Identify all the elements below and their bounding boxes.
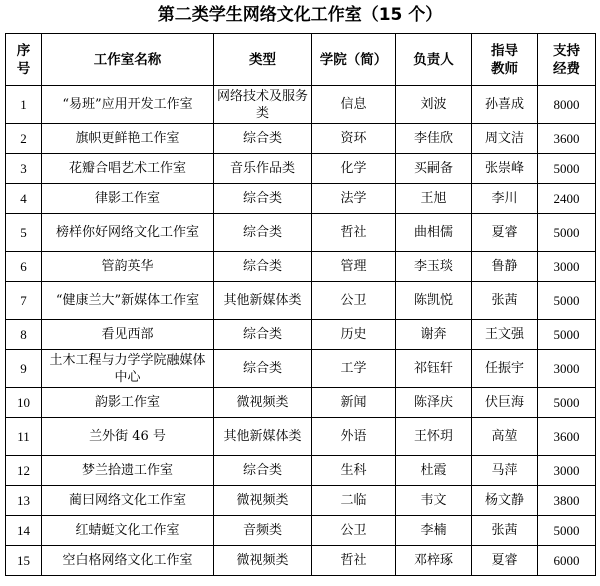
page-title: 第二类学生网络文化工作室（15 个） (157, 5, 443, 25)
table-row (6, 350, 596, 388)
cell-fund: 6000 (538, 546, 596, 576)
cell-advisor: 伏巨海 (472, 388, 538, 418)
cell-fund: 2400 (538, 184, 596, 214)
cell-college: 新闻 (312, 388, 396, 418)
cell-name: 兰外街 46 号 (42, 418, 214, 456)
cell-fund: 3000 (538, 252, 596, 282)
cell-fund: 5000 (538, 214, 596, 252)
cell-advisor: 张崇峰 (472, 154, 538, 184)
cell-advisor: 杨文静 (472, 486, 538, 516)
cell-name: 榜样你好网络文化工作室 (42, 214, 214, 252)
cell-college: 历史 (312, 320, 396, 350)
cell-name: 花瓣合唱艺术工作室 (42, 154, 214, 184)
cell-leader: 陈凯悦 (396, 282, 472, 320)
cell-fund: 5000 (538, 154, 596, 184)
cell-type: 音频类 (214, 516, 312, 546)
cell-fund: 5000 (538, 282, 596, 320)
cell-no: 6 (6, 252, 42, 282)
cell-name: 红蜻蜓文化工作室 (42, 516, 214, 546)
studio-table (5, 33, 596, 576)
cell-type: 综合类 (214, 124, 312, 154)
cell-advisor: 周文洁 (472, 124, 538, 154)
cell-no: 15 (6, 546, 42, 576)
cell-college: 公卫 (312, 516, 396, 546)
cell-college: 资环 (312, 124, 396, 154)
header-college: 学院（简） (312, 34, 396, 86)
cell-type: 其他新媒体类 (214, 282, 312, 320)
cell-type: 综合类 (214, 320, 312, 350)
cell-leader: 陈泽庆 (396, 388, 472, 418)
cell-no: 5 (6, 214, 42, 252)
cell-leader: 王怀玥 (396, 418, 472, 456)
cell-name: 旗帜更鲜艳工作室 (42, 124, 214, 154)
cell-type: 微视频类 (214, 388, 312, 418)
cell-type: 综合类 (214, 252, 312, 282)
cell-type: 微视频类 (214, 546, 312, 576)
table-row (6, 124, 596, 154)
header-type: 类型 (214, 34, 312, 86)
cell-leader: 买嗣备 (396, 154, 472, 184)
cell-name: 蔺曰网络文化工作室 (42, 486, 214, 516)
header-leader: 负责人 (396, 34, 472, 86)
table-row (6, 282, 596, 320)
cell-advisor: 王文强 (472, 320, 538, 350)
cell-type: 综合类 (214, 456, 312, 486)
header-name: 工作室名称 (42, 34, 214, 86)
cell-fund: 3000 (538, 456, 596, 486)
cell-no: 13 (6, 486, 42, 516)
cell-leader: 李佳欣 (396, 124, 472, 154)
cell-advisor: 高堃 (472, 418, 538, 456)
cell-college: 哲社 (312, 546, 396, 576)
cell-name: “易班”应用开发工作室 (42, 86, 214, 124)
cell-type: 综合类 (214, 214, 312, 252)
table-row (6, 320, 596, 350)
cell-advisor: 马萍 (472, 456, 538, 486)
cell-college: 工学 (312, 350, 396, 388)
cell-advisor: 张茜 (472, 282, 538, 320)
cell-fund: 3000 (538, 350, 596, 388)
header-no: 序 号 (6, 34, 42, 86)
cell-name: 梦兰拾遗工作室 (42, 456, 214, 486)
cell-advisor: 李川 (472, 184, 538, 214)
cell-leader: 谢奔 (396, 320, 472, 350)
cell-name: 土木工程与力学学院融媒体中心 (42, 350, 214, 388)
cell-name: 律影工作室 (42, 184, 214, 214)
cell-college: 法学 (312, 184, 396, 214)
table-row (6, 418, 596, 456)
cell-fund: 5000 (538, 320, 596, 350)
cell-no: 8 (6, 320, 42, 350)
table-row (6, 388, 596, 418)
header-fund: 支持 经费 (538, 34, 596, 86)
cell-no: 7 (6, 282, 42, 320)
table-row (6, 184, 596, 214)
cell-advisor: 夏睿 (472, 214, 538, 252)
cell-college: 公卫 (312, 282, 396, 320)
cell-fund: 3600 (538, 418, 596, 456)
cell-type: 综合类 (214, 350, 312, 388)
cell-type: 综合类 (214, 184, 312, 214)
cell-leader: 李楠 (396, 516, 472, 546)
table-row (6, 456, 596, 486)
table-row (6, 214, 596, 252)
cell-college: 哲社 (312, 214, 396, 252)
table-row (6, 546, 596, 576)
cell-no: 11 (6, 418, 42, 456)
cell-name: 空白格网络文化工作室 (42, 546, 214, 576)
cell-no: 4 (6, 184, 42, 214)
cell-name: “健康兰大”新媒体工作室 (42, 282, 214, 320)
table-row (6, 486, 596, 516)
cell-leader: 祁钰轩 (396, 350, 472, 388)
cell-college: 化学 (312, 154, 396, 184)
cell-name: 韵影工作室 (42, 388, 214, 418)
table-row (6, 516, 596, 546)
cell-college: 生科 (312, 456, 396, 486)
cell-type: 网络技术及服务类 (214, 86, 312, 124)
cell-leader: 刘波 (396, 86, 472, 124)
table-row (6, 86, 596, 124)
cell-college: 信息 (312, 86, 396, 124)
cell-leader: 李玉琰 (396, 252, 472, 282)
cell-leader: 曲相儒 (396, 214, 472, 252)
cell-no: 12 (6, 456, 42, 486)
cell-college: 二临 (312, 486, 396, 516)
cell-advisor: 鲁静 (472, 252, 538, 282)
cell-fund: 5000 (538, 388, 596, 418)
cell-no: 9 (6, 350, 42, 388)
table-row (6, 252, 596, 282)
cell-leader: 韦文 (396, 486, 472, 516)
cell-no: 10 (6, 388, 42, 418)
header-advisor: 指导 教师 (472, 34, 538, 86)
cell-type: 其他新媒体类 (214, 418, 312, 456)
cell-fund: 5000 (538, 516, 596, 546)
cell-leader: 邓梓琢 (396, 546, 472, 576)
cell-fund: 3800 (538, 486, 596, 516)
table-row (6, 154, 596, 184)
cell-college: 外语 (312, 418, 396, 456)
cell-advisor: 夏睿 (472, 546, 538, 576)
cell-no: 1 (6, 86, 42, 124)
cell-name: 看见西部 (42, 320, 214, 350)
cell-leader: 杜霞 (396, 456, 472, 486)
cell-leader: 王旭 (396, 184, 472, 214)
cell-advisor: 孙喜成 (472, 86, 538, 124)
cell-no: 2 (6, 124, 42, 154)
cell-advisor: 任振宇 (472, 350, 538, 388)
cell-no: 14 (6, 516, 42, 546)
header-row (6, 34, 596, 86)
cell-type: 音乐作品类 (214, 154, 312, 184)
cell-fund: 3600 (538, 124, 596, 154)
cell-name: 管韵英华 (42, 252, 214, 282)
cell-no: 3 (6, 154, 42, 184)
cell-fund: 8000 (538, 86, 596, 124)
cell-type: 微视频类 (214, 486, 312, 516)
cell-college: 管理 (312, 252, 396, 282)
cell-advisor: 张茜 (472, 516, 538, 546)
